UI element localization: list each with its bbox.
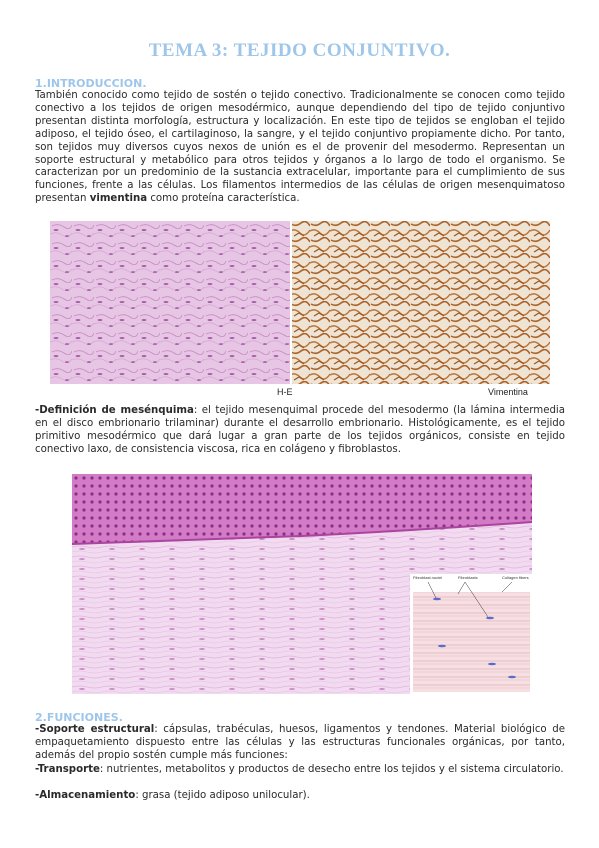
connective-tissue-image — [72, 474, 532, 694]
micrograph-pair — [50, 221, 550, 404]
soporte-term: -Soporte estructural — [35, 724, 155, 735]
he-label: H-E — [277, 387, 293, 397]
figure-connective-tissue — [72, 474, 532, 694]
inset-label-fibroblasts: Fibroblasts — [458, 575, 478, 580]
vimentina-term: vimentina — [89, 193, 148, 205]
he-stain-image — [50, 221, 290, 384]
almacenamiento-text: : grasa (tejido adiposo unilocular). — [135, 790, 310, 801]
inset-label-collagen: Collagen fibers — [502, 575, 529, 580]
vimentin-stain-image — [292, 221, 550, 384]
intro-heading: 1.INTRODUCCION. — [35, 77, 147, 90]
soporte-text: : cápsulas, trabéculas, huesos, ligamentos y tendones. Material biológico de empaquetamiento dispuesto entre las células y las estructuras funcionales orgánicas, por tanto, además del propio sostén cumple más funciones: — [35, 724, 565, 761]
vimentina-label: Vimentina — [488, 387, 528, 397]
mesenquima-text: : el tejido mesenquimal procede del mesodermo (la lámina intermedia en el disco embrionario trilaminar) durante el desarrollo embrionario. Histológicamente, es el tejido primitivo mesodérmico que dará lugar a gran parte de los tejidos orgánicos, consiste en tejido conectivo laxo, de consistencia viscosa, rica en colágeno y fibroblastos. — [35, 405, 565, 455]
figure-he-vimentina — [50, 221, 550, 404]
almacenamiento-term: -Almacenamiento — [35, 790, 136, 801]
mesenquima-term: -Definición de mesénquima — [35, 405, 194, 416]
funcion-almacenamiento — [35, 790, 565, 803]
mesenquima-paragraph — [35, 405, 565, 457]
page-title: TEMA 3: TEJIDO CONJUNTIVO. — [148, 40, 451, 61]
intro-paragraph — [35, 90, 565, 206]
inset-label-nuclei: Fibroblast nuclei — [413, 575, 443, 580]
intro-tail: como proteína característica. — [147, 193, 300, 205]
funcion-transporte — [35, 764, 565, 777]
inset-image — [410, 574, 532, 694]
funcion-soporte — [35, 724, 565, 763]
intro-text: También conocido como tejido de sostén o tejido conectivo. Tradicionalmente se conocen como tejido conectivo a los tejidos de origen mesodérmico, aunque dependiendo del tipo de tejido conjuntivo presentan distinta morfología, estructura y localización. En este tipo de tejidos se engloban el tejido adiposo, el tejido óseo, el cartilaginoso, la sangre, y el tejido conjuntivo propiamente dicho. Por tanto, son tejidos muy diversos cuyos nexos de unión es el de provenir del mesodermo. Representan un soporte estructural y metabólico para otros tejidos y órganos a lo largo de todo el organismo. Se caracterizan por un predominio de la sustancia extracelular, importante para el cumplimiento de sus funciones, frente a las células. Los filamentos intermedios de las células de origen mesenquimatoso presentan — [35, 90, 565, 205]
transporte-term: -Transporte — [35, 764, 100, 775]
transporte-text: : nutrientes, metabolitos y productos de desecho entre los tejidos y el sistema circulatorio. — [99, 764, 564, 775]
funciones-heading: 2.FUNCIONES. — [35, 711, 123, 724]
